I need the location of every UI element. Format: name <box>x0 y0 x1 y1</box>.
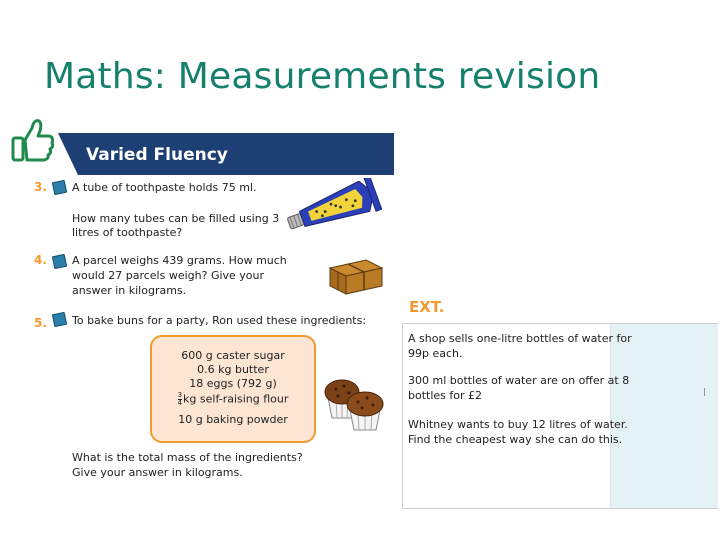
question-number: 5. <box>34 316 47 330</box>
extension-label: EXT. <box>409 298 445 316</box>
question-flag-icon <box>52 180 67 195</box>
question-flag-icon <box>52 254 67 269</box>
extension-text: A shop sells one-litre bottles of water for <box>408 332 632 345</box>
extension-side-panel <box>610 324 718 508</box>
question-text: Give your answer in kilograms. <box>72 466 243 479</box>
extension-text: bottles for £2 <box>408 389 483 402</box>
extension-text: 300 ml bottles of water are on offer at 8 <box>408 374 630 387</box>
question-text: A tube of toothpaste holds 75 ml. <box>72 181 257 194</box>
fraction-numerator: 3 <box>177 391 183 399</box>
question-text: would 27 parcels weigh? Give your <box>72 269 265 282</box>
thumbs-up-icon <box>10 116 56 164</box>
question-text: litres of toothpaste? <box>72 226 183 239</box>
question-number: 3. <box>34 180 47 194</box>
question-text: How many tubes can be filled using 3 <box>72 212 280 225</box>
section-heading: Varied Fluency <box>86 145 228 165</box>
ingredients-box <box>150 335 316 443</box>
question-text: To bake buns for a party, Ron used these ingredients: <box>72 314 367 327</box>
parcel-illustration <box>326 254 386 298</box>
toothpaste-tube-illustration <box>280 178 384 236</box>
question-text: A parcel weighs 439 grams. How much <box>72 254 287 267</box>
ingredient-item-flour <box>152 392 314 407</box>
ingredient-item: kg self-raising flour <box>183 392 289 406</box>
muffins-illustration <box>322 372 390 434</box>
ingredient-item: 18 eggs (792 g) <box>189 377 277 390</box>
fraction <box>178 392 182 407</box>
question-flag-icon <box>52 312 67 327</box>
ingredient-item: 10 g baking powder <box>178 413 288 426</box>
question-text: What is the total mass of the ingredients? <box>72 451 303 464</box>
extension-text: Whitney wants to buy 12 litres of water. <box>408 418 628 431</box>
fraction-denominator: 4 <box>177 399 183 407</box>
question-text: answer in kilograms. <box>72 284 187 297</box>
text-cursor-mark <box>704 388 705 396</box>
extension-panel <box>402 323 718 509</box>
ingredient-item: 600 g caster sugar <box>181 349 285 362</box>
extension-text: 99p each. <box>408 347 463 360</box>
question-number: 4. <box>34 253 47 267</box>
extension-text: Find the cheapest way she can do this. <box>408 433 623 446</box>
page-title: Maths: Measurements revision <box>44 56 601 97</box>
ingredient-item: 0.6 kg butter <box>197 363 269 376</box>
